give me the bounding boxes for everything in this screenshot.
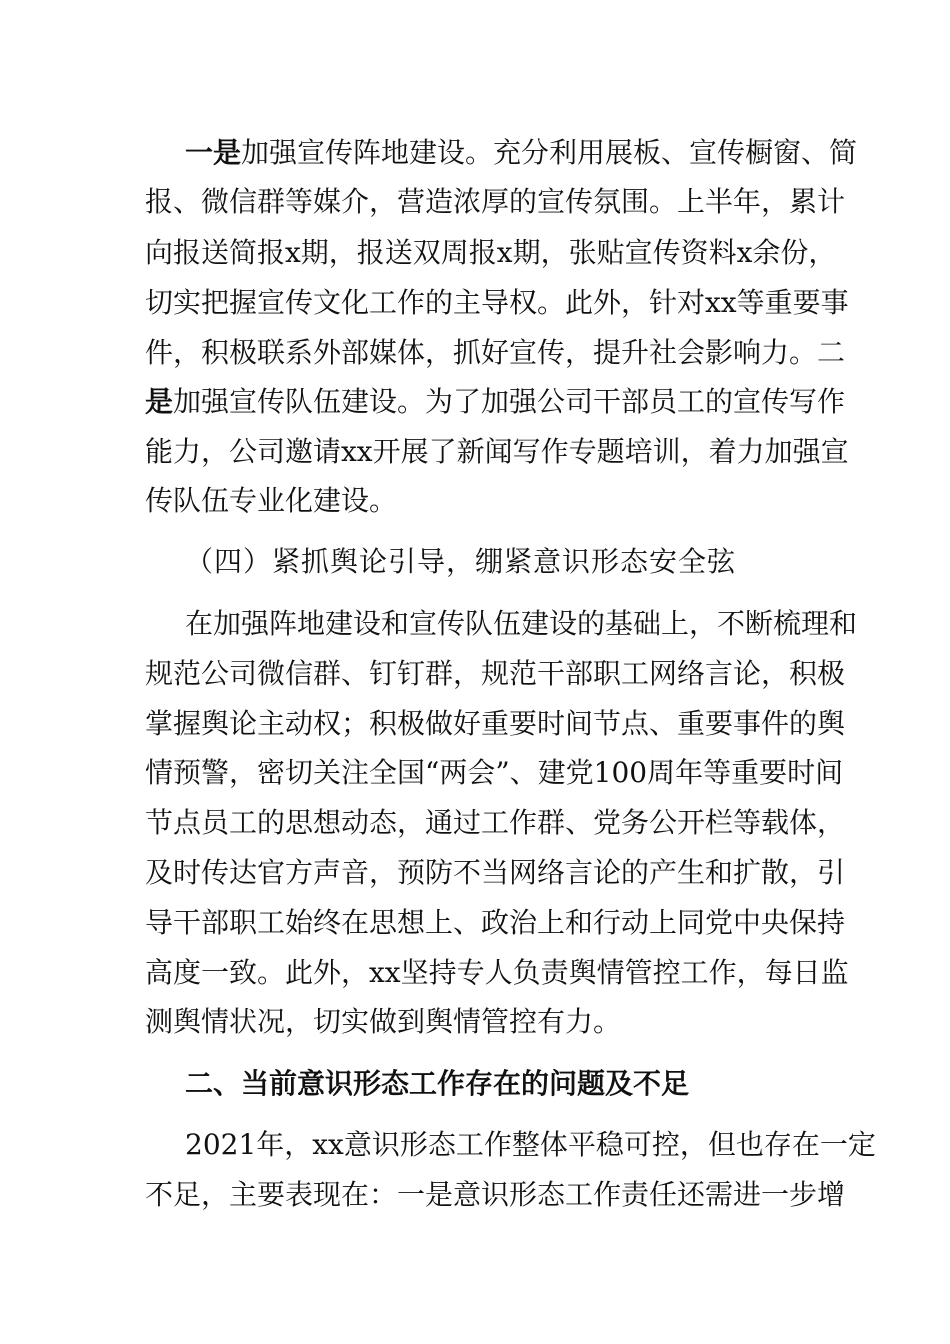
paragraph-line: 报、微信群等媒介，营造浓厚的宣传氛围。上半年，累计: [145, 185, 846, 218]
bold-label: 一是: [185, 136, 242, 169]
paragraph-line: 2021年，xx意识形态工作整体平稳可控，但也存在一定: [185, 1128, 876, 1161]
paragraph-line: [145, 385, 846, 419]
paragraph-line: 测舆情状况，切实做到舆情管控有力。: [145, 1005, 622, 1038]
paragraph-line: 规范公司微信群、钉钉群，规范干部职工网络言论，积极: [145, 657, 846, 690]
paragraph-line: 情预警，密切关注全国“两会”、建党100周年等重要时间: [145, 756, 844, 789]
paragraph-line: 导干部职工始终在思想上、政治上和行动上同党中央保持: [145, 906, 846, 939]
paragraph-line: 传队伍专业化建设。: [145, 484, 398, 517]
paragraph-line: 掌握舆论主动权；积极做好重要时间节点、重要事件的舆: [145, 707, 846, 740]
paragraph-line: 件，积极联系外部媒体，抓好宣传，提升社会影响力。二: [145, 336, 846, 369]
bold-label: 是: [145, 385, 174, 418]
paragraph-line: 及时传达官方声音，预防不当网络言论的产生和扩散，引: [145, 856, 846, 889]
section-heading: 二、当前意识形态工作存在的问题及不足: [185, 1067, 690, 1100]
section-heading: （四）紧抓舆论引导，绷紧意识形态安全弦: [185, 545, 737, 578]
paragraph-line: 向报送简报x期，报送双周报x期，张贴宣传资料x余份，: [145, 236, 837, 269]
paragraph-line: 不足，主要表现在：一是意识形态工作责任还需进一步增: [145, 1178, 846, 1211]
paragraph-line: 切实把握宣传文化工作的主导权。此外，针对xx等重要事: [145, 286, 849, 319]
line-text: 加强宣传队伍建设。为了加强公司干部员工的宣传写作: [173, 385, 846, 418]
paragraph-line: [185, 136, 858, 170]
paragraph-line: 节点员工的思想动态，通过工作群、党务公开栏等载体，: [145, 806, 846, 839]
paragraph-line: 在加强阵地建设和宣传队伍建设的基础上，不断梳理和: [185, 607, 858, 640]
paragraph-line: 高度一致。此外，xx坚持专人负责舆情管控工作，每日监: [145, 956, 849, 989]
line-text: 加强宣传阵地建设。充分利用展板、宣传橱窗、简: [241, 136, 858, 169]
paragraph-line: 能力，公司邀请xx开展了新闻写作专题培训，着力加强宣: [145, 435, 849, 468]
